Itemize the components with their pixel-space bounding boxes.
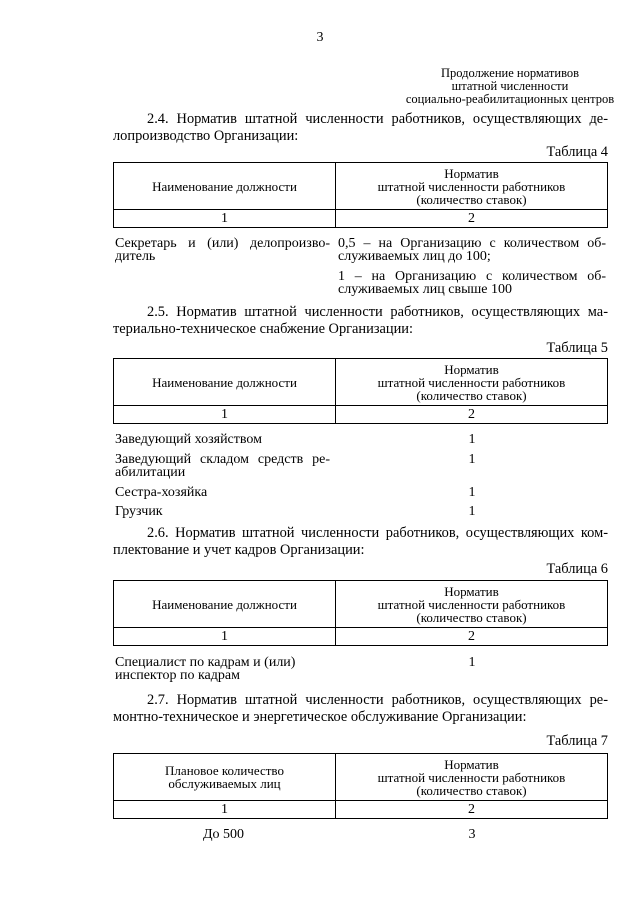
table-5 <box>113 358 608 424</box>
col2-number: 2 <box>336 210 608 228</box>
col1-number: 1 <box>114 406 336 424</box>
page-number: 3 <box>316 30 324 45</box>
table-5-row-2-name: Заведующий складом средств ре- абилитации <box>115 452 330 480</box>
col1-header: Плановое количество обслуживаемых лиц <box>114 754 336 801</box>
paragraph-line: лопроизводство Организации: <box>113 128 299 144</box>
running-header <box>380 67 640 106</box>
paragraph-line: 2.5. Норматив штатной численности работников, осуществляющих ма- <box>147 304 608 320</box>
col2-header: Норматив штатной численности работников (количество ставок) <box>336 359 608 406</box>
paragraph-line: 2.4. Норматив штатной численности работников, осуществляющих де- <box>147 111 608 127</box>
col1-header: Наименование должности <box>114 359 336 406</box>
section-2-7-paragraph <box>113 692 608 726</box>
col1-number: 1 <box>114 628 336 646</box>
paragraph-line: териально-техническое снабжение Организации: <box>113 321 414 337</box>
table-5-caption: Таблица 5 <box>546 340 608 356</box>
col2-number: 2 <box>336 406 608 424</box>
section-2-6-paragraph <box>113 525 608 559</box>
table-4-row-1-norm-b: 1 – на Организацию с количеством об- служиваемых лиц свыше 100 <box>338 269 606 297</box>
table-7-row-1-name: До 500 <box>202 827 245 842</box>
table-5-row-1-value: 1 <box>468 432 476 447</box>
header-line-2: штатной численности <box>451 79 569 93</box>
table-4-row-1-norm-a: 0,5 – на Организацию с количеством об- служиваемых лиц до 100; <box>338 236 606 264</box>
table-5-row-4-value: 1 <box>468 504 476 519</box>
table-5-row-4-name: Грузчик <box>115 504 163 519</box>
section-2-5-paragraph <box>113 304 608 338</box>
table-4 <box>113 162 608 228</box>
col1-header: Наименование должности <box>114 163 336 210</box>
paragraph-line: плектование и учет кадров Организации: <box>113 542 365 558</box>
table-6-row-1-name: Специалист по кадрам и (или) инспектор по кадрам <box>115 655 296 683</box>
col2-number: 2 <box>336 801 608 819</box>
table-4-caption: Таблица 4 <box>546 144 608 160</box>
paragraph-line: монтно-техническое и энергетическое обслуживание Организации: <box>113 709 527 725</box>
table-7-row-1-value: 3 <box>468 827 476 842</box>
table-6-row-1-value: 1 <box>468 655 476 670</box>
col1-header: Наименование должности <box>114 581 336 628</box>
col1-number: 1 <box>114 801 336 819</box>
table-5-row-3-name: Сестра-хозяйка <box>115 485 208 500</box>
section-2-4-paragraph <box>113 111 608 145</box>
table-7-caption: Таблица 7 <box>546 733 608 749</box>
col2-header: Норматив штатной численности работников (количество ставок) <box>336 581 608 628</box>
col2-number: 2 <box>336 628 608 646</box>
table-5-row-1-name: Заведующий хозяйством <box>115 432 262 447</box>
col1-number: 1 <box>114 210 336 228</box>
header-line-1: Продолжение нормативов <box>440 66 580 80</box>
col2-header: Норматив штатной численности работников (количество ставок) <box>336 754 608 801</box>
table-6 <box>113 580 608 646</box>
table-6-caption: Таблица 6 <box>546 561 608 577</box>
paragraph-line: 2.7. Норматив штатной численности работников, осуществляющих ре- <box>147 692 608 708</box>
table-4-row-1-name: Секретарь и (или) делопроизво- дитель <box>115 236 330 264</box>
table-5-row-3-value: 1 <box>468 485 476 500</box>
header-line-3: социально-реабилитационных центров <box>405 92 615 106</box>
paragraph-line: 2.6. Норматив штатной численности работников, осуществляющих ком- <box>147 525 608 541</box>
table-5-row-2-value: 1 <box>468 452 476 467</box>
col2-header: Норматив штатной численности работников (количество ставок) <box>336 163 608 210</box>
table-7 <box>113 753 608 819</box>
